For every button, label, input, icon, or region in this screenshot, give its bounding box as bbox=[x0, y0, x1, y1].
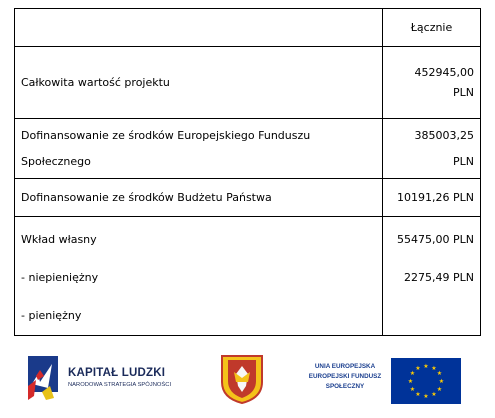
table-row bbox=[15, 179, 481, 217]
svg-text:★: ★ bbox=[423, 393, 429, 400]
row-label: Całkowita wartość projektu bbox=[15, 47, 383, 119]
label-line: Dofinansowanie ze środków Europejskiego Funduszu bbox=[21, 128, 311, 142]
value-currency: PLN bbox=[453, 154, 474, 168]
table-header-row bbox=[15, 9, 481, 47]
svg-text:★: ★ bbox=[436, 386, 443, 393]
row-label bbox=[15, 217, 383, 336]
kapital-ludzki-logo bbox=[28, 356, 178, 400]
table-row bbox=[15, 47, 481, 119]
logo-bar bbox=[0, 350, 495, 410]
svg-text:★: ★ bbox=[415, 391, 421, 398]
svg-text:★: ★ bbox=[407, 378, 414, 385]
value-amount: 385003,25 bbox=[414, 128, 474, 142]
svg-text:★: ★ bbox=[423, 363, 429, 370]
coat-of-arms-icon bbox=[220, 354, 264, 404]
row-value: 10191,26 PLN bbox=[383, 179, 481, 217]
label-line: Społecznego bbox=[21, 154, 91, 168]
eu-text-line: UNIA EUROPEJSKA bbox=[314, 363, 376, 370]
svg-text:★: ★ bbox=[431, 391, 437, 398]
funding-table bbox=[14, 8, 481, 336]
table-row bbox=[15, 119, 481, 179]
row-value bbox=[383, 119, 481, 179]
kapital-ludzki-subtitle: NARODOWA STRATEGIA SPÓJNOŚCI bbox=[68, 382, 172, 388]
svg-text:★: ★ bbox=[409, 370, 416, 377]
svg-text:★: ★ bbox=[436, 370, 443, 377]
sub-label: - pieniężny bbox=[21, 309, 82, 322]
eu-fund-text bbox=[300, 362, 390, 392]
svg-text:★: ★ bbox=[409, 386, 416, 393]
value-currency: PLN bbox=[453, 85, 474, 99]
kapital-ludzki-icon bbox=[28, 356, 66, 400]
kapital-ludzki-title: KAPITAŁ LUDZKI bbox=[68, 367, 166, 379]
row-label: Dofinansowanie ze środków Budżetu Państwa bbox=[15, 179, 383, 217]
value-amount: 452945,00 bbox=[414, 65, 474, 79]
eu-text-line: EUROPEJSKI FUNDUSZ bbox=[308, 373, 382, 380]
table-row bbox=[15, 217, 481, 336]
eu-text-line: SPOŁECZNY bbox=[325, 383, 365, 390]
row-label bbox=[15, 119, 383, 179]
sub-label: - niepieniężny bbox=[21, 271, 99, 284]
header-total: Łącznie bbox=[383, 9, 481, 47]
row-value bbox=[383, 47, 481, 119]
label-title: Wkład własny bbox=[21, 233, 97, 246]
row-value bbox=[383, 217, 481, 336]
svg-text:★: ★ bbox=[415, 365, 421, 372]
sub-value: 55475,00 PLN bbox=[397, 233, 474, 246]
sub-value: 2275,49 PLN bbox=[404, 271, 474, 284]
svg-text:★: ★ bbox=[438, 378, 445, 385]
header-empty-cell bbox=[15, 9, 383, 47]
eu-flag-icon bbox=[391, 358, 461, 404]
svg-text:★: ★ bbox=[431, 365, 437, 372]
